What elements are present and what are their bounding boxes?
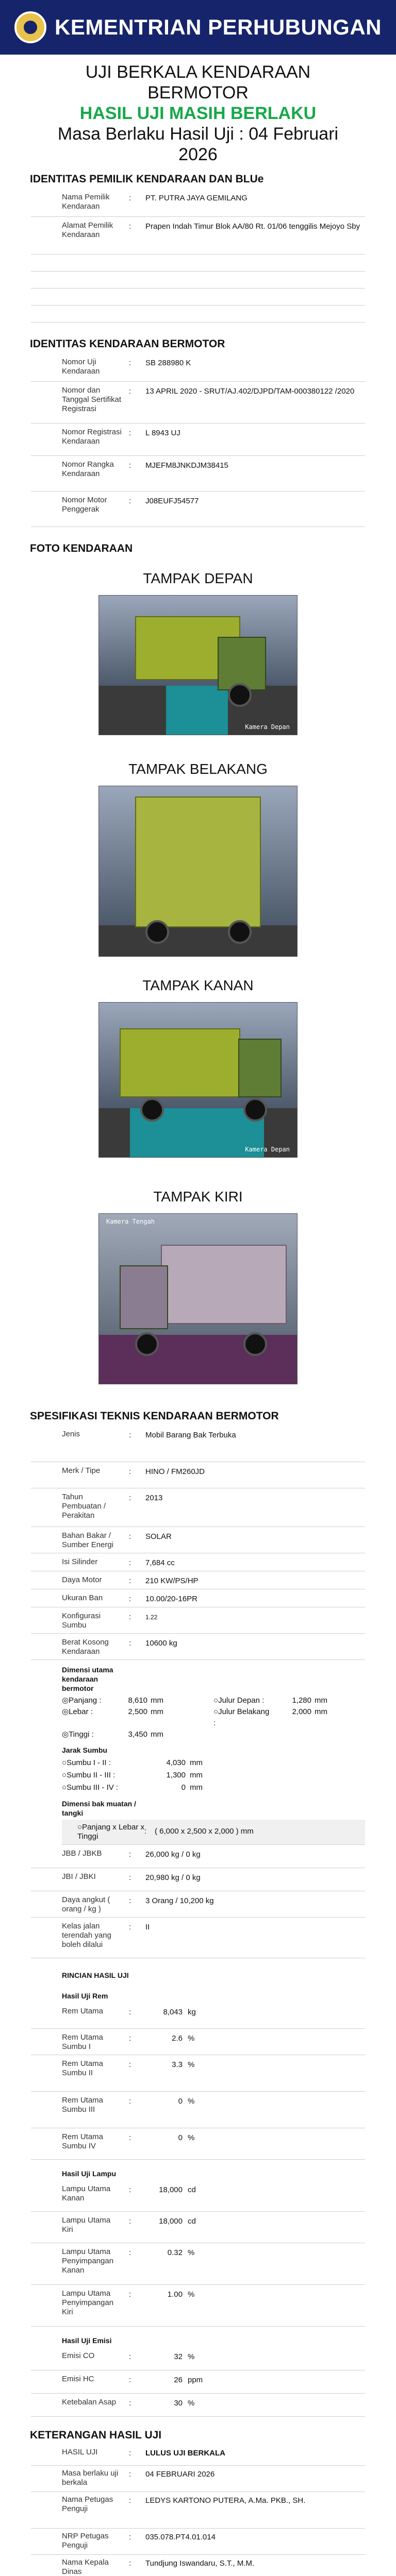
ministry-logo-icon (14, 11, 46, 43)
owner-table (31, 189, 365, 323)
row-value: SB 288980 K (145, 359, 191, 367)
vehicle-row: Nomor dan Tanggal Sertifikat Registrasi : 13 APRIL 2020 - SRUT/AJ.402/DJPD/TAM-000380122 /2020 (31, 382, 365, 423)
result-row: Emisi HC : 26 ppm (31, 2370, 365, 2394)
vehicle-row: Nomor Rangka Kendaraan : MJEFM8JNKDJM38415 (31, 456, 365, 492)
blank-row (31, 306, 365, 323)
row-value: 13 APRIL 2020 - SRUT/AJ.402/DJPD/TAM-000380122 /2020 (145, 387, 355, 396)
result-row: Lampu Utama Kanan : 18,000 cd (31, 2180, 365, 2212)
keterangan-section-title: KETERANGAN HASIL UJI (30, 2429, 162, 2441)
result-row: Rem Utama Sumbu II : 3.3 % (31, 2055, 365, 2092)
dimension-row: ◎Panjang : 8,610 mm ○Julur Depan : 1,280 mm (62, 1696, 327, 1705)
result-row: Lampu Utama Penyimpangan Kiri : 1.00 % (31, 2285, 365, 2327)
spec-section-title: SPESIFIKASI TEKNIS KENDARAAN BERMOTOR (30, 1410, 279, 1422)
spec-row: Daya Motor : 210 KW/PS/HP (31, 1571, 365, 1589)
keterangan-row: Nama Petugas Penguji : LEDYS KARTONO PUTERA, A.Ma. PKB., SH. (31, 2492, 365, 2529)
vehicle-photo-front (98, 595, 298, 735)
result-row: Rem Utama Sumbu IV : 0 % (31, 2128, 365, 2160)
spec-row: Konfigurasi Sumbu : 1.22 (31, 1607, 365, 1634)
photo-rear (0, 761, 396, 957)
results-table (31, 1958, 365, 2417)
axle-title: Jarak Sumbu (62, 1746, 107, 1754)
photo-caption: TAMPAK KANAN (142, 977, 254, 993)
header-title: KEMENTRIAN PERHUBUNGAN (54, 15, 382, 39)
row-label: Alamat Pemilik Kendaraan (62, 221, 113, 239)
result-row: Lampu Utama Kiri : 18,000 cd (31, 2212, 365, 2243)
spec-table (31, 1426, 365, 1958)
bak-title: Dimensi bak muatan / tangki (62, 1800, 136, 1817)
row-value: L 8943 UJ (145, 429, 180, 437)
row-value: PT. PUTRA JAYA GEMILANG (145, 194, 248, 202)
photo-stamp: Kamera Depan (245, 1146, 290, 1153)
vehicle-photo-rear (98, 786, 298, 957)
dimension-row: ◎Lebar : 2,500 mm ○Julur Belakang : 2,000 mm (62, 1707, 327, 1727)
result-row: Emisi CO : 32 % (31, 2347, 365, 2370)
result-row: Ketebalan Asap : 30 % (31, 2394, 365, 2417)
lampu-title: Hasil Uji Lampu (62, 2170, 117, 2178)
row-value: MJEFM8JNKDJM38415 (145, 461, 228, 470)
row-value: J08EUFJ54577 (145, 497, 199, 505)
row-label: Nomor Uji Kendaraan (62, 358, 100, 376)
status-text: HASIL UJI MASIH BERLAKU (79, 104, 317, 123)
blank-row (31, 255, 365, 272)
row-label: Nomor dan Tanggal Sertifikat Registrasi (62, 386, 122, 413)
vehicle-photo-left (98, 1213, 298, 1384)
result-row: Lampu Utama Penyimpangan Kanan : 0.32 % (31, 2243, 365, 2285)
photo-front (0, 570, 396, 735)
emisi-title: Hasil Uji Emisi (62, 2336, 112, 2345)
photo-stamp: Kamera Depan (245, 723, 290, 731)
spec-row: Bahan Bakar / Sumber Energi : SOLAR (31, 1527, 365, 1553)
keterangan-row: Nama Kepala Dinas : Tundjung Iswandaru, S.T., M.M. (31, 2555, 365, 2576)
photos-section-title: FOTO KENDARAAN (30, 543, 133, 554)
dimension-row: ◎Tinggi : 3,450 mm (62, 1730, 163, 1739)
row-label: Nomor Rangka Kendaraan (62, 460, 114, 478)
result-row: Rem Utama : 8,043 kg (31, 2003, 365, 2029)
photo-caption: TAMPAK KIRI (153, 1189, 243, 1205)
owner-section-title: IDENTITAS PEMILIK KENDARAAN DAN BLUe (30, 173, 264, 185)
owner-row: Nama Pemilik Kendaraan : PT. PUTRA JAYA GEMILANG (31, 189, 365, 217)
vehicle-row: Nomor Registrasi Kendaraan : L 8943 UJ (31, 423, 365, 456)
row-label: Nomor Motor Penggerak (62, 496, 107, 514)
spec-row: Isi Silinder : 7,684 cc (31, 1553, 365, 1571)
spec-row: Daya angkut ( orang / kg ) : 3 Orang / 10,200 kg (31, 1891, 365, 1918)
vehicle-section-title: IDENTITAS KENDARAAN BERMOTOR (30, 338, 225, 350)
validity-text: Masa Berlaku Hasil Uji : 04 Februari 2026 (57, 124, 339, 164)
photo-left (0, 1189, 396, 1384)
spec-row: Jenis : Mobil Barang Bak Terbuka (31, 1426, 365, 1462)
spec-row: Ukuran Ban : 10.00/20-16PR (31, 1589, 365, 1607)
rem-title: Hasil Uji Rem (62, 1992, 108, 2000)
result-row: Rem Utama Sumbu III : 0 % (31, 2092, 365, 2128)
photo-caption: TAMPAK BELAKANG (128, 761, 268, 777)
vehicle-photo-right (98, 1002, 298, 1158)
spec-row: Merk / Tipe : HINO / FM260JD (31, 1462, 365, 1488)
spec-row: Berat Kosong Kendaraan : 10600 kg (31, 1634, 365, 1660)
blank-row (31, 272, 365, 289)
dimension-title: Dimensi utama kendaraan bermotor (62, 1666, 113, 1692)
row-label: Nomor Registrasi Kendaraan (62, 428, 122, 446)
axle-row: ○Sumbu I - II : 4,030 mm (62, 1758, 203, 1767)
photo-caption: TAMPAK DEPAN (143, 570, 253, 586)
axle-row: ○Sumbu II - III : 1,300 mm (62, 1771, 203, 1780)
row-label: Nama Pemilik Kendaraan (62, 193, 110, 211)
vehicle-row: Nomor Uji Kendaraan : SB 288980 K (31, 353, 365, 382)
results-title: RINCIAN HASIL UJI (62, 1971, 129, 1979)
blank-row (31, 289, 365, 306)
spec-row: JBB / JBKB : 26,000 kg / 0 kg (31, 1845, 365, 1868)
vehicle-row: Nomor Motor Penggerak : J08EUFJ54577 (31, 492, 365, 527)
keterangan-row: NRP Petugas Penguji : 035.078.PT4.01.014 (31, 2529, 365, 2555)
spec-row: Tahun Pembuatan / Perakitan : 2013 (31, 1488, 365, 1527)
row-value: Prapen Indah Timur Blok AA/80 Rt. 01/06 tenggilis Mejoyo Sby (145, 222, 360, 231)
keterangan-table (31, 2445, 365, 2576)
spec-row: Kelas jalan terendah yang boleh dilalui : II (31, 1918, 365, 1958)
photo-right (0, 977, 396, 1158)
spec-row: JBI / JBKI : 20,980 kg / 0 kg (31, 1868, 365, 1891)
keterangan-row: HASIL UJI : LULUS UJI BERKALA (31, 2445, 365, 2466)
result-row: Rem Utama Sumbu I : 2.6 % (31, 2029, 365, 2055)
app-header (0, 0, 396, 55)
owner-row: Alamat Pemilik Kendaraan : Prapen Indah Timur Blok AA/80 Rt. 01/06 tenggilis Mejoyo Sby (31, 217, 365, 255)
photo-stamp: Kamera Tengah (106, 1218, 155, 1225)
axle-row: ○Sumbu III - IV : 0 mm (62, 1783, 203, 1792)
bak-row: ○Panjang x Lebar x Tinggi : ( 6,000 x 2,500 x 2,000 ) mm (62, 1820, 365, 1845)
document-title: UJI BERKALA KENDARAAN BERMOTOR (85, 62, 311, 103)
vehicle-table (31, 353, 365, 527)
keterangan-row: Masa berlaku uji berkala : 04 FEBRUARI 2026 (31, 2466, 365, 2492)
